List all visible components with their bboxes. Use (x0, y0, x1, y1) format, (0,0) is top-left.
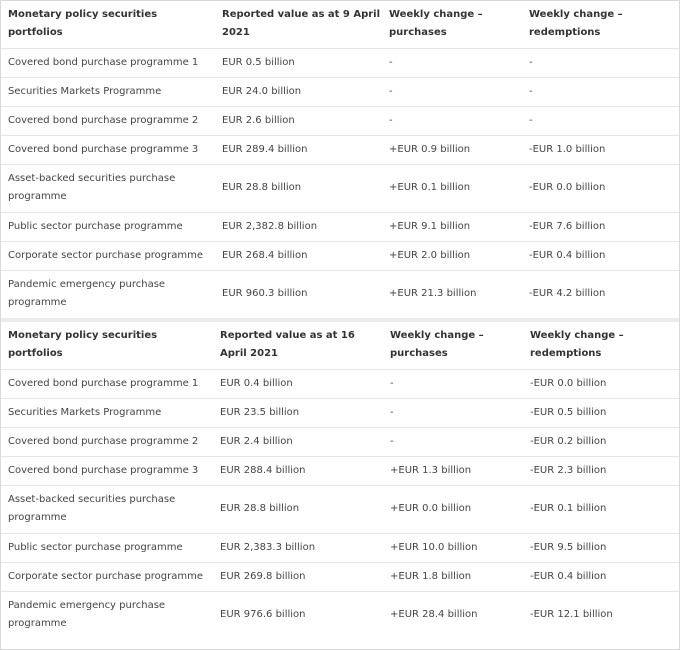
cell-weekly-redemptions: - (522, 77, 679, 106)
cell-weekly-purchases: +EUR 1.8 billion (383, 562, 523, 591)
table-row (1, 456, 679, 485)
header-weekly-purchases: Weekly change – purchases (383, 322, 523, 369)
cell-portfolio: Covered bond purchase programme 3 (1, 456, 213, 485)
cell-portfolio: Corporate sector purchase programme (1, 241, 215, 270)
table-header-row (1, 322, 679, 369)
cell-reported-value: EUR 976.6 billion (220, 609, 306, 621)
header-reported-value: Reported value as at 9 April 2021 (215, 1, 382, 48)
cell-weekly-purchases: +EUR 0.0 billion (383, 485, 523, 533)
header-weekly-purchases: Weekly change – purchases (382, 1, 522, 48)
cell-reported-value: EUR 960.3 billion (222, 288, 308, 300)
table-row (1, 270, 679, 318)
cell-portfolio: Covered bond purchase programme 3 (1, 135, 215, 164)
cell-weekly-purchases: +EUR 1.3 billion (383, 456, 523, 485)
cell-weekly-purchases: +EUR 9.1 billion (382, 212, 522, 241)
cell-reported-value: EUR 28.8 billion (215, 164, 382, 212)
table-row (1, 533, 679, 562)
cell-weekly-redemptions: -EUR 4.2 billion (529, 288, 606, 300)
cell-weekly-purchases: +EUR 0.9 billion (382, 135, 522, 164)
cell-weekly-redemptions: -EUR 0.4 billion (523, 562, 679, 591)
cell-portfolio: Covered bond purchase programme 2 (1, 106, 215, 135)
cell-weekly-purchases: +EUR 10.0 billion (383, 533, 523, 562)
cell-weekly-redemptions: -EUR 0.1 billion (523, 485, 679, 533)
cell-weekly-redemptions: -EUR 12.1 billion (530, 609, 613, 621)
header-portfolio: Monetary policy securities portfolios (1, 322, 213, 369)
table-header-row (1, 1, 679, 48)
cell-reported-value: EUR 289.4 billion (215, 135, 382, 164)
cell-weekly-redemptions: -EUR 0.0 billion (523, 369, 679, 398)
cell-weekly-purchases: +EUR 28.4 billion (390, 609, 478, 621)
cell-weekly-redemptions: -EUR 0.2 billion (523, 427, 679, 456)
cell-reported-value: EUR 24.0 billion (215, 77, 382, 106)
securities-table-9-april (1, 1, 679, 318)
cell-reported-value: EUR 0.4 billion (213, 369, 383, 398)
cell-weekly-purchases: - (383, 369, 523, 398)
cell-portfolio: Public sector purchase programme (1, 533, 213, 562)
table-row (1, 48, 679, 77)
cell-portfolio: Asset-backed securities purchase programme (1, 164, 215, 212)
table-row (1, 427, 679, 456)
header-portfolio: Monetary policy securities portfolios (1, 1, 215, 48)
table-row (1, 591, 679, 639)
cell-weekly-purchases: - (382, 48, 522, 77)
cell-weekly-purchases: +EUR 2.0 billion (382, 241, 522, 270)
cell-reported-value: EUR 2,382.8 billion (215, 212, 382, 241)
table-row (1, 562, 679, 591)
cell-weekly-redemptions: -EUR 2.3 billion (523, 456, 679, 485)
cell-reported-value: EUR 269.8 billion (213, 562, 383, 591)
cell-portfolio: Asset-backed securities purchase programme (1, 485, 213, 533)
table-row (1, 485, 679, 533)
table-row (1, 164, 679, 212)
cell-reported-value: EUR 268.4 billion (215, 241, 382, 270)
cell-reported-value: EUR 2,383.3 billion (213, 533, 383, 562)
table-row (1, 135, 679, 164)
cell-weekly-redemptions: -EUR 0.4 billion (522, 241, 679, 270)
cell-weekly-purchases: - (383, 427, 523, 456)
table-row (1, 212, 679, 241)
cell-weekly-purchases: +EUR 21.3 billion (389, 288, 477, 300)
table-row (1, 369, 679, 398)
cell-weekly-purchases: - (382, 106, 522, 135)
cell-portfolio: Pandemic emergency purchase programme (8, 279, 166, 309)
cell-portfolio: Securities Markets Programme (1, 398, 213, 427)
cell-reported-value: EUR 2.4 billion (213, 427, 383, 456)
cell-weekly-redemptions: - (522, 48, 679, 77)
cell-portfolio: Securities Markets Programme (1, 77, 215, 106)
cell-portfolio: Corporate sector purchase programme (1, 562, 213, 591)
cell-reported-value: EUR 28.8 billion (213, 485, 383, 533)
table-row (1, 77, 679, 106)
cell-reported-value: EUR 2.6 billion (215, 106, 382, 135)
cell-reported-value: EUR 288.4 billion (213, 456, 383, 485)
table-row (1, 241, 679, 270)
cell-portfolio: Public sector purchase programme (1, 212, 215, 241)
cell-weekly-redemptions: -EUR 0.5 billion (523, 398, 679, 427)
cell-portfolio: Covered bond purchase programme 2 (1, 427, 213, 456)
cell-weekly-redemptions: -EUR 9.5 billion (523, 533, 679, 562)
cell-portfolio: Covered bond purchase programme 1 (1, 369, 213, 398)
cell-reported-value: EUR 23.5 billion (213, 398, 383, 427)
cell-reported-value: EUR 0.5 billion (215, 48, 382, 77)
securities-table-16-april (1, 322, 679, 639)
table-row (1, 398, 679, 427)
cell-weekly-redemptions: - (522, 106, 679, 135)
table-row (1, 106, 679, 135)
header-weekly-redemptions: Weekly change – redemptions (522, 1, 679, 48)
header-reported-value: Reported value as at 16 April 2021 (213, 322, 383, 369)
cell-weekly-purchases: - (383, 398, 523, 427)
cell-weekly-redemptions: -EUR 0.0 billion (522, 164, 679, 212)
cell-portfolio: Covered bond purchase programme 1 (1, 48, 215, 77)
cell-weekly-redemptions: -EUR 7.6 billion (522, 212, 679, 241)
cell-weekly-purchases: +EUR 0.1 billion (382, 164, 522, 212)
cell-weekly-redemptions: -EUR 1.0 billion (522, 135, 679, 164)
cell-weekly-purchases: - (382, 77, 522, 106)
cell-portfolio: Pandemic emergency purchase programme (8, 600, 166, 630)
header-weekly-redemptions: Weekly change – redemptions (523, 322, 679, 369)
